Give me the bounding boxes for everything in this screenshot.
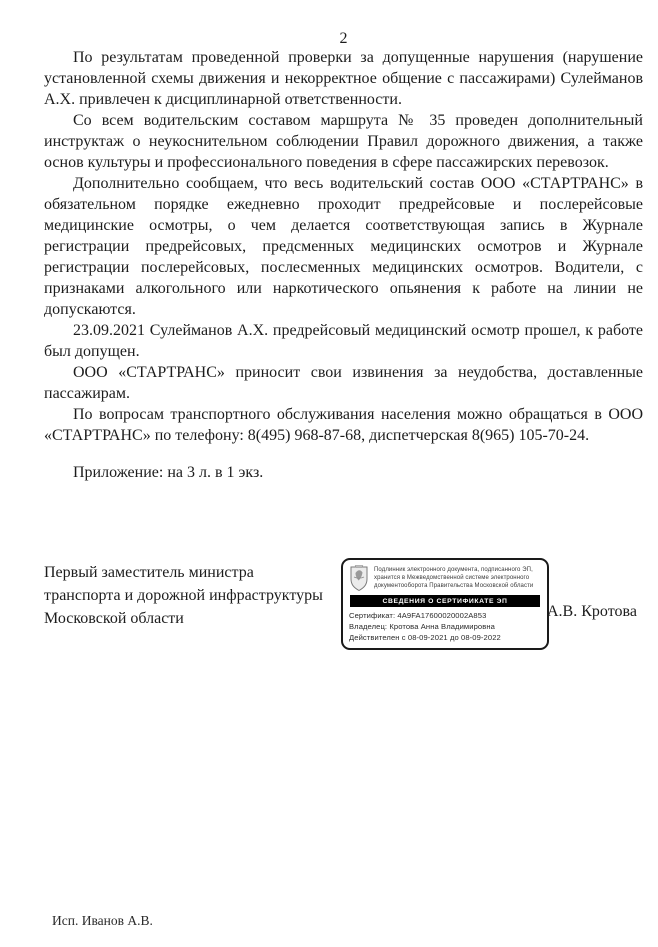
signer-title-line: Первый заместитель министра bbox=[44, 564, 254, 581]
certificate-details bbox=[349, 610, 541, 643]
certificate-info-bar: СВЕДЕНИЯ О СЕРТИФИКАТЕ ЭП bbox=[350, 595, 540, 607]
esign-description-line: хранится в Межведомственной системе электронного bbox=[374, 575, 530, 581]
body-paragraph-2: Со всем водительским составом маршрута № 35 проведен дополнительный инструктаж о неукоснительном соблюдении Правил дорожного движения, а также основ культуры и профессионального поведения в сфере пассажирских перевозок. bbox=[44, 112, 643, 171]
esign-stamp bbox=[341, 558, 549, 650]
body-paragraph-1: По результатам проведенной проверки за допущенные нарушения (нарушение установленной схемы движения и некорректное общение с пассажирами) Сулейманов А.Х. привлечен к дисциплинарной ответственности. bbox=[44, 49, 643, 108]
certificate-owner-line: Владелец: Кротова Анна Владимировна bbox=[349, 621, 495, 631]
page-number: 2 bbox=[339, 30, 348, 47]
body-paragraph-4: 23.09.2021 Сулейманов А.Х. предрейсовый медицинский осмотр прошел, к работе был допущен. bbox=[44, 322, 643, 360]
signer-name: А.В. Кротова bbox=[547, 603, 637, 620]
attachment-note: Приложение: на 3 л. в 1 экз. bbox=[73, 464, 264, 481]
signer-title-line: Московской области bbox=[44, 610, 184, 627]
moscow-region-coat-of-arms-icon bbox=[349, 564, 369, 592]
certificate-validity-line: Действителен с 08-09-2021 до 08-09-2022 bbox=[349, 632, 501, 642]
esign-description-line: Подлинник электронного документа, подписанного ЭП, bbox=[374, 567, 533, 573]
esign-description-line: документооборота Правительства Московской области bbox=[374, 583, 534, 589]
esign-stamp-description bbox=[374, 566, 533, 590]
signer-title bbox=[44, 561, 344, 630]
certificate-number-line: Сертификат: 4A9FA17600020002A853 bbox=[349, 610, 487, 620]
body-paragraph-5: ООО «СТАРТРАНС» приносит свои извинения за неудобства, доставленные пассажирам. bbox=[44, 364, 643, 402]
signer-title-line: транспорта и дорожной инфраструктуры bbox=[44, 587, 323, 604]
executor-note: Исп. Иванов А.В. bbox=[52, 913, 153, 928]
signature-block bbox=[44, 558, 643, 658]
body-paragraph-3: Дополнительно сообщаем, что весь водительский состав ООО «СТАРТРАНС» в обязательном порядке ежедневно проходит предрейсовые и послерейсовые медицинские осмотры, о чем делается соответствующая запись в Журнале регистрации предрейсовых, предсменных медицинских осмотров и Журнале регистрации послерейсовых, послесменных медицинских осмотров. Водители, с признаками алкогольного или наркотического опьянения к работе на линии не допускаются. bbox=[44, 175, 643, 318]
body-paragraph-6: По вопросам транспортного обслуживания населения можно обращаться в ООО «СТАРТРАНС» по телефону: 8(495) 968-87-68, диспетчерская 8(965) 105-70-24. bbox=[44, 406, 643, 444]
esign-stamp-header bbox=[349, 564, 541, 592]
document-body bbox=[44, 47, 643, 483]
